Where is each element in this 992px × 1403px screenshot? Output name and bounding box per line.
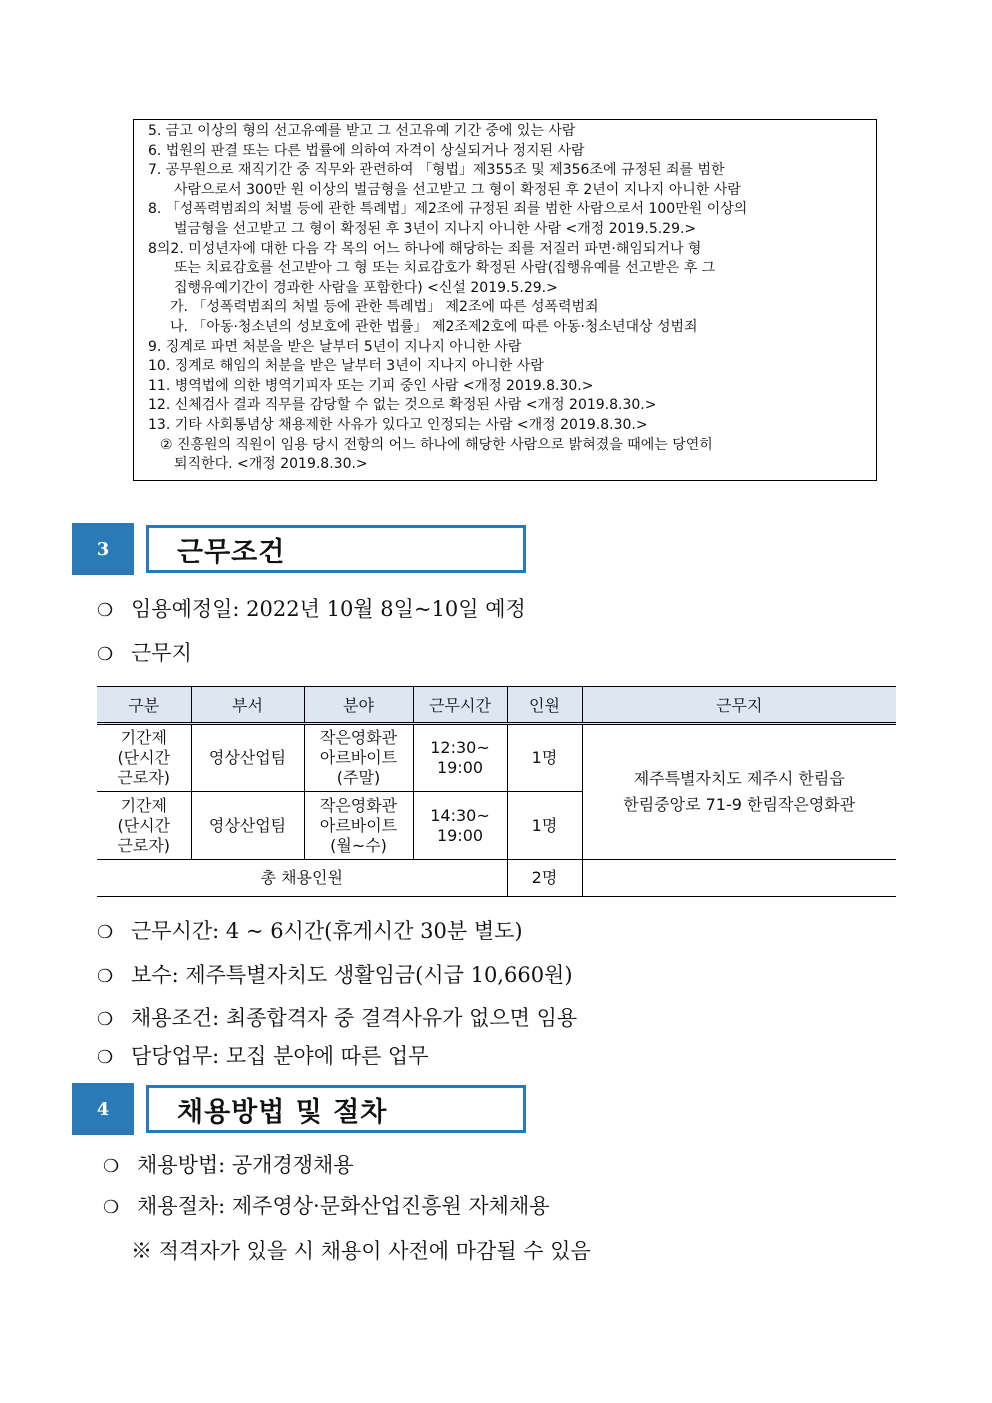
header-type: 구분	[97, 687, 191, 724]
clause-line: 12. 신체검사 결과 직무를 감당할 수 없는 것으로 확정된 사람 <개정 2019.8.30.>	[148, 397, 657, 414]
cell-type: 기간제 (단시간 근로자)	[97, 724, 191, 792]
bullet-text: 근무시간: 4 ~ 6시간(휴게시간 30분 별도)	[131, 919, 523, 943]
cell-hours: 12:30~ 19:00	[413, 724, 507, 792]
header-hours: 근무시간	[413, 687, 507, 724]
early-closing-note: ※ 적격자가 있을 시 채용이 사전에 마감될 수 있음	[131, 1239, 591, 1263]
clause-line: 벌금형을 선고받고 그 형이 확정된 후 3년이 지나지 아니한 사람 <개정 2019.5.29.>	[174, 220, 697, 237]
clause-line: 8의2. 미성년자에 대한 다음 각 목의 어느 하나에 해당하는 죄를 저질러 파면·해임되거나 형	[148, 240, 702, 257]
bullet-text: 임용예정일: 2022년 10월 8일~10일 예정	[131, 597, 526, 621]
bullet-mark: ❍	[97, 600, 114, 621]
clause-line: 13. 기타 사회통념상 채용제한 사유가 있다고 인정되는 사람 <개정 2019.8.30.>	[148, 416, 648, 433]
clause-line: 7. 공무원으로 재직기간 중 직무와 관련하여 「형법」제355조 및 제356조에 규정된 죄를 범한	[148, 162, 725, 179]
header-place: 근무지	[582, 687, 896, 724]
clause-line: 9. 징계로 파면 처분을 받은 날부터 5년이 지나지 아니한 사람	[148, 338, 522, 355]
clause-line: 퇴직한다. <개정 2019.8.30.>	[174, 456, 368, 473]
bullet-mark: ❍	[97, 1047, 114, 1068]
section-3-title: 근무조건	[146, 525, 526, 573]
header-dept: 부서	[191, 687, 304, 724]
clause-line: 5. 금고 이상의 형의 선고유예를 받고 그 선고유예 기간 중에 있는 사람	[148, 123, 576, 139]
cell-field: 작은영화관 아르바이트 (주말)	[304, 724, 413, 792]
bullet-text: 근무지	[131, 641, 192, 665]
clause-line: 나. 「아동·청소년의 성보호에 관한 법률」 제2조제2호에 따른 아동·청소년대상 성범죄	[170, 318, 698, 335]
table-total-row	[97, 860, 896, 897]
clause-line: ② 진흥원의 직원이 임용 당시 전항의 어느 하나에 해당한 사람으로 밝혀졌을 때에는 당연히	[160, 436, 713, 453]
cell-type: 기간제 (단시간 근로자)	[97, 792, 191, 860]
bullet-text: 보수: 제주특별자치도 생활임금(시급 10,660원)	[131, 963, 573, 987]
total-label: 총 채용인원	[97, 860, 507, 897]
bullet-text: 채용조건: 최종합격자 중 결격사유가 없으면 임용	[131, 1006, 578, 1030]
bullet-text: 채용방법: 공개경쟁채용	[137, 1153, 354, 1177]
bullet-mark: ❍	[97, 1009, 114, 1030]
table-row	[97, 724, 896, 792]
section-3-number: 3	[72, 523, 134, 575]
bullet-duty	[97, 1040, 429, 1070]
cell-dept: 영상산업팀	[191, 724, 304, 792]
bullet-mark: ❍	[97, 644, 114, 665]
bullet-method	[103, 1149, 354, 1179]
clause-line: 사람으로서 300만 원 이상의 벌금형을 선고받고 그 형이 확정된 후 2년이 지나지 아니한 사람	[174, 181, 741, 198]
header-field: 분야	[304, 687, 413, 724]
bullet-hours	[97, 915, 523, 945]
bullet-mark: ❍	[103, 1156, 120, 1177]
clause-line: 11. 병역법에 의한 병역기피자 또는 기피 중인 사람 <개정 2019.8.30.>	[148, 377, 594, 394]
table-header-row	[97, 687, 896, 724]
header-count: 인원	[507, 687, 582, 724]
section-4-number: 4	[72, 1083, 134, 1135]
clause-line: 10. 징계로 해임의 처분을 받은 날부터 3년이 지나지 아니한 사람	[148, 358, 544, 375]
cell-field: 작은영화관 아르바이트 (월~수)	[304, 792, 413, 860]
bullet-text: 담당업무: 모집 분야에 따른 업무	[131, 1044, 429, 1068]
cell-count: 1명	[507, 792, 582, 860]
bullet-start-date	[97, 593, 526, 623]
clause-line: 또는 치료감호를 선고받아 그 형 또는 치료감호가 확정된 사람(집행유예를 선고받은 후 그	[174, 260, 716, 277]
total-empty	[582, 860, 896, 897]
bullet-mark: ❍	[103, 1197, 120, 1218]
bullet-conditions	[97, 1002, 577, 1032]
bullet-text: 채용절차: 제주영상·문화산업진흥원 자체채용	[137, 1194, 550, 1218]
bullet-place	[97, 637, 192, 667]
section-4-title: 채용방법 및 절차	[146, 1085, 526, 1133]
clause-line: 가. 「성폭력범죄의 처벌 등에 관한 특례법」 제2조에 따른 성폭력범죄	[170, 299, 599, 316]
clause-line: 6. 법원의 판결 또는 다른 법률에 의하여 자격이 상실되거나 정지된 사람	[148, 142, 585, 159]
cell-count: 1명	[507, 724, 582, 792]
disqualification-box	[133, 119, 877, 481]
total-count: 2명	[507, 860, 582, 897]
cell-dept: 영상산업팀	[191, 792, 304, 860]
cell-place: 제주특별자치도 제주시 한림읍 한림중앙로 71-9 한림작은영화관	[582, 724, 896, 860]
bullet-mark: ❍	[97, 922, 114, 943]
work-conditions-table	[97, 686, 896, 897]
cell-hours: 14:30~ 19:00	[413, 792, 507, 860]
bullet-mark: ❍	[97, 966, 114, 987]
bullet-process	[103, 1190, 550, 1220]
clause-line: 8. 「성폭력범죄의 처벌 등에 관한 특례법」제2조에 규정된 죄를 범한 사람으로서 100만원 이상의	[148, 201, 748, 218]
clause-line: 집행유예기간이 경과한 사람을 포함한다) <신설 2019.5.29.>	[174, 279, 558, 296]
bullet-pay	[97, 959, 573, 989]
